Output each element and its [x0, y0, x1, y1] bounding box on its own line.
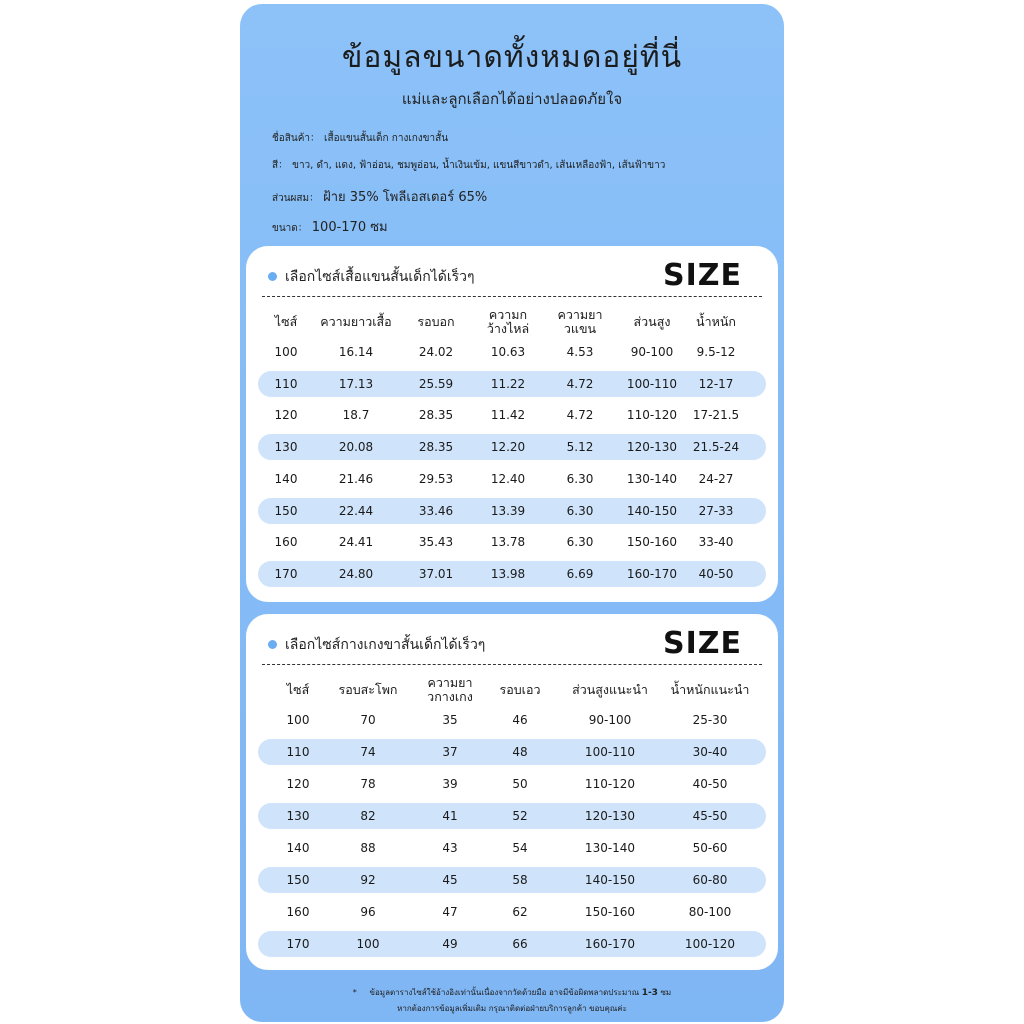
table-cell: 74: [360, 745, 376, 759]
table-cell: 28.35: [418, 440, 454, 455]
table-cell: 130: [274, 440, 298, 455]
table-cell: 100: [274, 345, 298, 359]
table-cell: 120: [274, 408, 298, 423]
table-cell: 25.59: [418, 376, 454, 391]
table-cell: 30-40: [692, 745, 728, 759]
table-cell: 140: [286, 841, 310, 855]
table-cell: 60-80: [692, 873, 728, 887]
table-cell: 11.22: [490, 376, 526, 391]
table-row: [258, 466, 766, 492]
table-cell: 28.35: [418, 408, 454, 423]
table-cell: 20.08: [338, 440, 374, 455]
table-cell: 49: [442, 937, 458, 951]
table-cell: 9.5-12: [696, 345, 736, 359]
table-cell: 110-120: [584, 777, 636, 791]
size-chart-page: [240, 4, 784, 1022]
table-cell: 150: [274, 503, 298, 518]
table-cell: 17.13: [338, 376, 374, 391]
table-cell: 24.41: [338, 535, 374, 550]
page-subtitle: แม่และลูกเลือกได้อย่างปลอดภัยใจ: [401, 90, 623, 108]
table-row: [258, 371, 766, 397]
info-colors: [272, 156, 665, 173]
table-cell: 16.14: [338, 345, 374, 359]
column-header: รอบสะโพก: [338, 682, 398, 697]
table-cell: 92: [360, 873, 376, 887]
column-header: น้ำหนัก: [696, 314, 736, 329]
info-label: ชื่อสินค้า：: [272, 133, 321, 144]
pants-size-card: [246, 614, 778, 970]
table-cell: 110: [286, 745, 310, 759]
table-cell: 12.20: [490, 440, 526, 455]
size-label: SIZE: [662, 258, 742, 293]
table-cell: 10.63: [490, 345, 526, 359]
info-product-name: [272, 129, 448, 146]
bullet-icon: [268, 272, 277, 281]
table-cell: 54: [512, 841, 528, 855]
table-cell: 46: [512, 713, 528, 727]
table-cell: 37: [442, 745, 458, 759]
table-row: [258, 434, 766, 460]
table-cell: 21.46: [338, 471, 374, 486]
pants-heading-text: เลือกไซส์กางเกงขาสั้นเด็กได้เร็วๆ: [285, 637, 486, 653]
table-cell: 140-150: [584, 873, 636, 887]
column-header: ส่วนสูงแนะนำ: [572, 682, 648, 697]
table-cell: 41: [442, 809, 458, 823]
footnote-line-2: หากต้องการข้อมูลเพิ่มเติม กรุณาติดต่อฝ่ายบริการลูกค้า ขอบคุณค่ะ: [397, 1004, 627, 1013]
table-cell: 27-33: [698, 503, 734, 518]
table-cell: 35.43: [418, 535, 454, 550]
table-cell: 50-60: [692, 841, 728, 855]
table-cell: 6.30: [566, 535, 594, 550]
table-cell: 100: [286, 713, 310, 727]
shirt-card-heading: [268, 266, 475, 288]
footnote-bold: 1-3: [641, 988, 658, 998]
table-cell: 4.72: [566, 408, 594, 423]
footnote-text: ข้อมูลตารางไซส์ใช้อ้างอิงเท่านั้นเนื่องจากวัดด้วยมือ อาจมีข้อผิดพลาดประมาณ: [369, 988, 640, 997]
table-cell: 6.30: [566, 471, 594, 486]
table-cell: 48: [512, 745, 528, 759]
table-row: [258, 529, 766, 555]
info-label: ส่วนผสม：: [272, 193, 320, 204]
table-cell: 13.98: [490, 566, 526, 581]
column-header: ไซส์: [274, 314, 298, 329]
table-cell: 4.53: [566, 345, 594, 359]
table-cell: 29.53: [418, 471, 454, 486]
table-cell: 33.46: [418, 503, 454, 518]
table-cell: 47: [442, 905, 458, 919]
table-cell: 150: [286, 873, 310, 887]
table-cell: 140-150: [626, 503, 678, 518]
table-cell: 17-21.5: [692, 408, 740, 423]
table-cell: 170: [286, 937, 310, 951]
footnote-unit: ซม: [660, 988, 672, 997]
info-value: 100-170 ซม: [311, 220, 388, 235]
table-cell: 22.44: [338, 503, 374, 518]
table-cell: 160-170: [584, 937, 636, 951]
table-cell: 160-170: [626, 566, 678, 581]
column-header: รอบอก: [417, 314, 455, 329]
table-cell: 130-140: [584, 841, 636, 855]
table-cell: 130: [286, 809, 310, 823]
shirt-size-card: [246, 246, 778, 602]
table-cell: 120-130: [584, 809, 636, 823]
table-cell: 150-160: [584, 905, 636, 919]
column-header: ความยา วกางเกง: [427, 675, 473, 704]
table-cell: 110-120: [626, 408, 678, 423]
table-row: [258, 803, 766, 829]
bullet-icon: [268, 640, 277, 649]
info-material: [272, 186, 487, 207]
table-cell: 170: [274, 566, 298, 581]
table-cell: 39: [442, 777, 458, 791]
table-row: [258, 771, 766, 797]
info-value: ฝ้าย 35% โพลีเอสเตอร์ 65%: [323, 190, 488, 205]
table-cell: 90-100: [588, 713, 632, 727]
table-cell: 58: [512, 873, 528, 887]
table-cell: 96: [360, 905, 376, 919]
column-header: ไซส์: [286, 682, 310, 697]
table-cell: 35: [442, 713, 458, 727]
size-label: SIZE: [662, 626, 742, 661]
table-cell: 70: [360, 713, 376, 727]
table-cell: 24.80: [338, 566, 374, 581]
table-cell: 140: [274, 471, 298, 486]
shirt-heading-text: เลือกไซส์เสื้อแขนสั้นเด็กได้เร็วๆ: [285, 269, 475, 285]
table-row: [258, 402, 766, 428]
table-cell: 4.72: [566, 376, 594, 391]
column-header: ความยา วแขน: [557, 307, 603, 336]
table-cell: 37.01: [418, 566, 454, 581]
table-cell: 6.69: [566, 566, 594, 581]
table-cell: 45: [442, 873, 458, 887]
table-cell: 45-50: [692, 809, 728, 823]
info-label: ขนาด：: [272, 223, 308, 234]
dashed-divider: [262, 664, 762, 665]
page-title: ข้อมูลขนาดทั้งหมดอยู่ที่นี่: [341, 40, 683, 75]
column-header: ความก ว้างไหล่: [486, 307, 530, 336]
info-label: สี：: [272, 160, 289, 171]
table-cell: 13.39: [490, 503, 526, 518]
info-value: ขาว, ดำ, แดง, ฟ้าอ่อน, ชมพูอ่อน, น้ำเงินเข้ม, แขนสีขาวดำ, เส้นเหลืองฟ้า, เส้นฟ้าขาว: [292, 160, 666, 171]
table-row: [258, 835, 766, 861]
pants-card-heading: [268, 634, 485, 656]
table-cell: 90-100: [630, 345, 674, 359]
table-cell: 40-50: [698, 566, 734, 581]
table-cell: 100: [356, 937, 380, 951]
table-cell: 100-120: [684, 937, 736, 951]
table-cell: 13.78: [490, 535, 526, 550]
info-value: เสื้อแขนสั้นเด็ก กางเกงขาสั้น: [324, 133, 449, 144]
table-row: [258, 561, 766, 587]
table-cell: 40-50: [692, 777, 728, 791]
table-cell: 11.42: [490, 408, 526, 423]
table-cell: 100-110: [584, 745, 636, 759]
column-header: รอบเอว: [499, 682, 541, 697]
column-header: ความยาวเสื้อ: [320, 314, 392, 329]
table-cell: 43: [442, 841, 458, 855]
footnote-marker: *: [352, 988, 357, 997]
table-cell: 120-130: [626, 440, 678, 455]
dashed-divider: [262, 296, 762, 297]
table-cell: 100-110: [626, 376, 678, 391]
column-header: น้ำหนักแนะนำ: [670, 682, 750, 697]
table-row: [258, 931, 766, 957]
table-cell: 130-140: [626, 471, 678, 486]
table-cell: 24-27: [698, 471, 734, 486]
table-cell: 12.40: [490, 471, 526, 486]
table-row: [258, 498, 766, 524]
column-header: ส่วนสูง: [633, 314, 671, 329]
info-size-range: [272, 216, 388, 237]
table-row: [258, 867, 766, 893]
table-cell: 110: [274, 376, 298, 391]
table-cell: 120: [286, 777, 310, 791]
table-row: [258, 707, 766, 733]
table-cell: 52: [512, 809, 528, 823]
table-cell: 33-40: [698, 535, 734, 550]
table-cell: 78: [360, 777, 376, 791]
table-cell: 160: [286, 905, 310, 919]
table-cell: 88: [360, 841, 376, 855]
table-cell: 62: [512, 905, 528, 919]
table-cell: 21.5-24: [692, 440, 740, 455]
table-cell: 5.12: [566, 440, 594, 455]
table-cell: 25-30: [692, 713, 728, 727]
table-cell: 150-160: [626, 535, 678, 550]
table-cell: 80-100: [688, 905, 732, 919]
table-cell: 18.7: [342, 408, 370, 423]
table-cell: 66: [512, 937, 528, 951]
table-row: [258, 739, 766, 765]
table-row: [258, 899, 766, 925]
table-cell: 50: [512, 777, 528, 791]
table-cell: 82: [360, 809, 376, 823]
table-row: [258, 339, 766, 365]
table-cell: 160: [274, 535, 298, 550]
table-cell: 12-17: [698, 376, 734, 391]
table-cell: 24.02: [418, 345, 454, 359]
footnote-line-1: [240, 986, 784, 999]
table-cell: 6.30: [566, 503, 594, 518]
